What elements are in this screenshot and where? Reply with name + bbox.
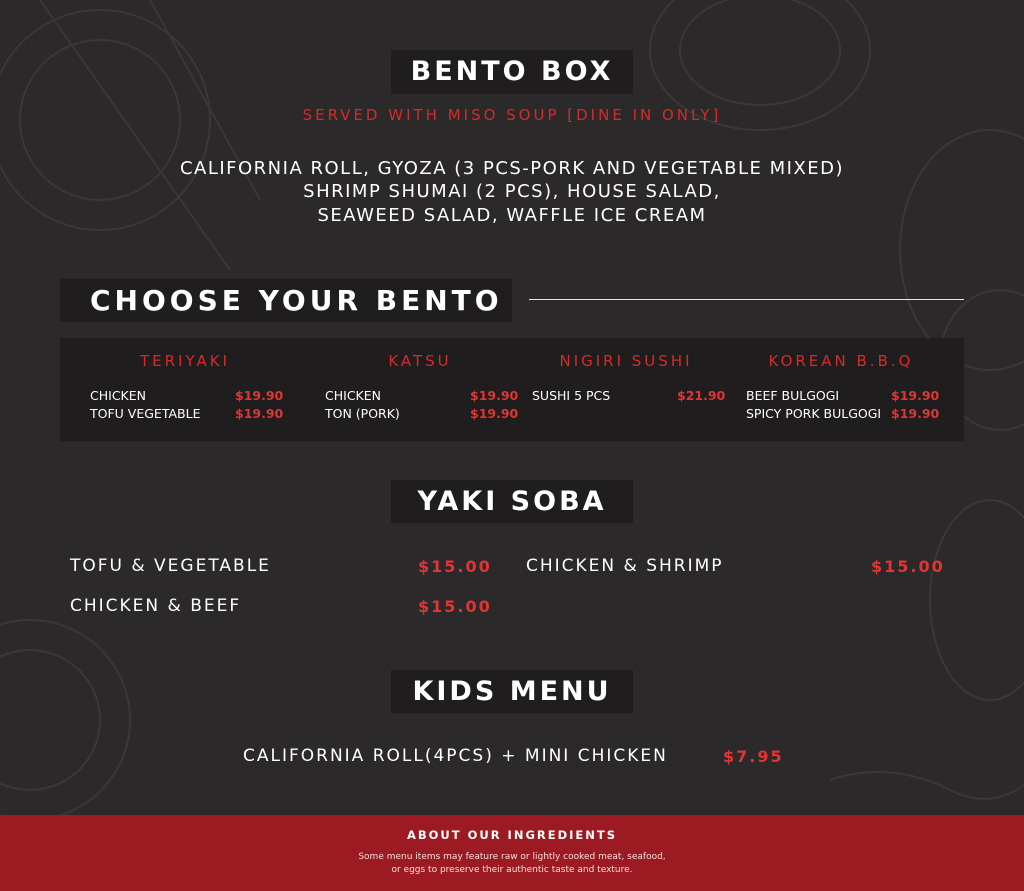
- menu-item-price: $21.90: [677, 388, 726, 403]
- bento-desc-line: CALIFORNIA ROLL, GYOZA (3 PCS-PORK AND VEGETABLE MIXED): [179, 158, 845, 179]
- menu-item-price: $19.90: [235, 406, 284, 421]
- menu-item-name: TOFU VEGETABLE: [90, 406, 201, 421]
- bento-box-title: BENTO BOX: [391, 50, 633, 94]
- soba-item-name: TOFU & VEGETABLE: [70, 556, 271, 576]
- footer-title: ABOUT OUR INGREDIENTS: [406, 828, 618, 842]
- soba-item-price: $15.00: [871, 557, 945, 576]
- column-heading-teriyaki: TERIYAKI: [139, 352, 230, 370]
- section-divider: [529, 299, 964, 300]
- menu-item-price: $19.90: [891, 406, 940, 421]
- bento-desc-line: SHRIMP SHUMAI (2 PCS), HOUSE SALAD,: [303, 181, 721, 202]
- menu-item-price: $19.90: [470, 406, 519, 421]
- bento-box-subtitle: SERVED WITH MISO SOUP [DINE IN ONLY]: [302, 106, 722, 124]
- soba-item-name: CHICKEN & BEEF: [70, 596, 242, 616]
- menu-item-price: $19.90: [470, 388, 519, 403]
- kids-item-price: $7.95: [723, 747, 784, 766]
- column-heading-katsu: KATSU: [388, 352, 452, 370]
- choose-bento-title: CHOOSE YOUR BENTO: [60, 279, 512, 322]
- kids-item-name: CALIFORNIA ROLL(4PCS) + MINI CHICKEN: [243, 746, 668, 766]
- yaki-soba-title: YAKI SOBA: [391, 480, 633, 523]
- footer-banner: [0, 815, 1024, 891]
- soba-item-price: $15.00: [418, 557, 492, 576]
- menu-item-name: TON (PORK): [325, 406, 400, 421]
- menu-item-name: SUSHI 5 PCS: [532, 388, 611, 403]
- menu-item-price: $19.90: [235, 388, 284, 403]
- menu-item-name: SPICY PORK BULGOGI: [746, 406, 882, 421]
- footer-note-line: or eggs to preserve their authentic taste and texture.: [391, 865, 633, 875]
- menu-item-name: CHICKEN: [90, 388, 146, 403]
- soba-item-price: $15.00: [418, 597, 492, 616]
- footer-note-line: Some menu items may feature raw or lightly cooked meat, seafood,: [358, 852, 666, 862]
- bento-desc-line: SEAWEED SALAD, WAFFLE ICE CREAM: [317, 205, 707, 226]
- kids-menu-title: KIDS MENU: [391, 670, 633, 713]
- menu-item-price: $19.90: [891, 388, 940, 403]
- column-heading-nigiri-sushi: NIGIRI SUSHI: [559, 352, 693, 370]
- soba-item-name: CHICKEN & SHRIMP: [526, 556, 724, 576]
- menu-item-name: BEEF BULGOGI: [746, 388, 840, 403]
- menu-item-name: CHICKEN: [325, 388, 381, 403]
- column-heading-korean-bbq: KOREAN B.B.Q: [768, 352, 914, 370]
